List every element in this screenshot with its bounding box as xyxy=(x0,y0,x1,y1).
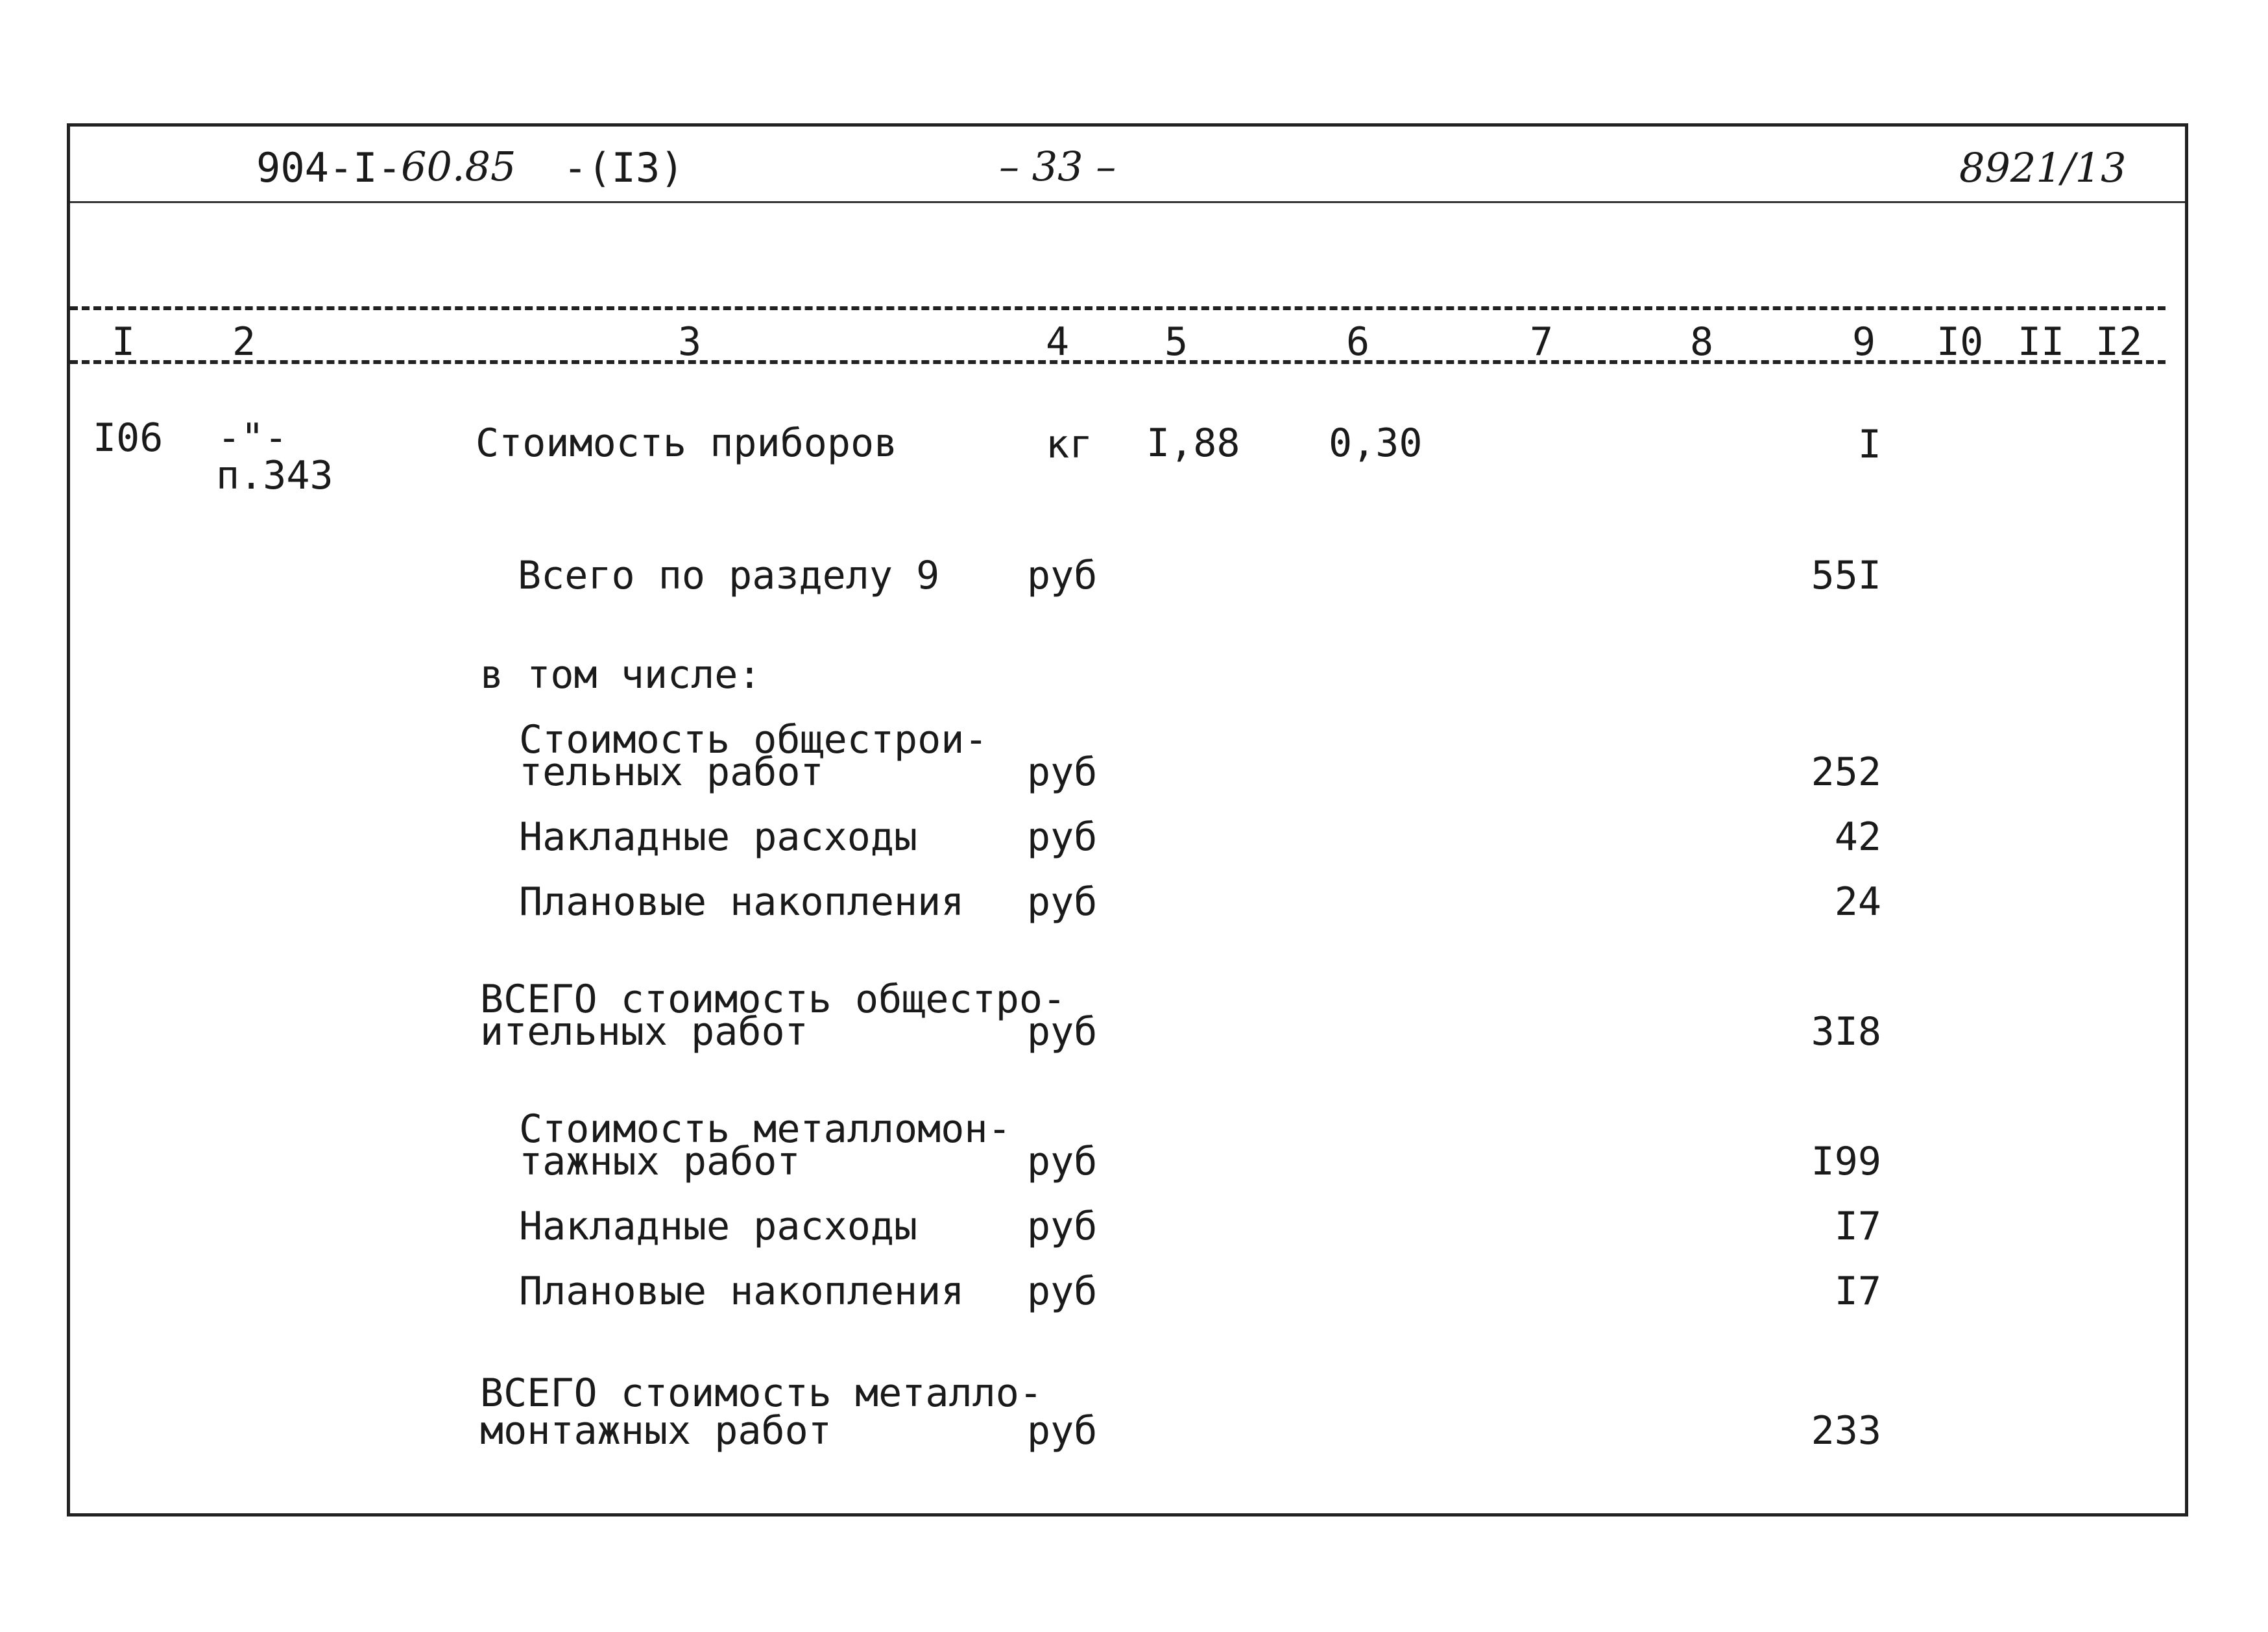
frame-top-border xyxy=(67,123,2188,127)
section-total-unit: руб xyxy=(1027,553,1098,598)
metal-savings-value: I7 xyxy=(1834,1269,1881,1314)
general-total-unit: руб xyxy=(1027,1009,1098,1054)
metal-total-value: 233 xyxy=(1811,1408,1881,1454)
column-number-10: I0 xyxy=(1936,319,1984,365)
column-number-12: I2 xyxy=(2095,319,2143,365)
general-total-label-line1: ВСЕГО стоимость общестро- xyxy=(480,977,1067,1022)
metal-works-unit: руб xyxy=(1027,1139,1098,1184)
frame-right-border xyxy=(2185,123,2188,1515)
metal-savings-label: Плановые накопления xyxy=(519,1269,965,1314)
metal-total-label-line2: монтажных работ xyxy=(480,1408,832,1454)
column-number-7: 7 xyxy=(1530,319,1554,365)
column-number-11: II xyxy=(2018,319,2065,365)
row-number: I06 xyxy=(93,415,163,461)
header-rule xyxy=(70,201,2185,203)
column-number-5: 5 xyxy=(1164,319,1188,365)
general-works-label-line2: тельных работ xyxy=(519,749,824,795)
metal-overhead-value: I7 xyxy=(1834,1204,1881,1249)
reference-paragraph: п.343 xyxy=(216,453,333,498)
general-savings-label: Плановые накопления xyxy=(519,879,965,925)
metal-overhead-label: Накладные расходы xyxy=(519,1204,918,1249)
column-number-9: 9 xyxy=(1852,319,1876,365)
column-number-8: 8 xyxy=(1690,319,1714,365)
general-works-value: 252 xyxy=(1811,749,1881,795)
general-savings-unit: руб xyxy=(1027,879,1098,925)
page-number: – 33 – xyxy=(999,143,1116,190)
general-works-unit: руб xyxy=(1027,749,1098,795)
doc-code-suffix: -(I3) xyxy=(563,144,684,191)
metal-works-value: I99 xyxy=(1811,1139,1881,1184)
column-number-6: 6 xyxy=(1346,319,1370,365)
column-header-top-dash xyxy=(70,306,2165,310)
row-col5-value: I,88 xyxy=(1146,420,1240,466)
row-unit: кг xyxy=(1046,422,1093,467)
metal-savings-unit: руб xyxy=(1027,1269,1098,1314)
doc-code-handwritten: 60.85 xyxy=(401,143,516,190)
metal-overhead-unit: руб xyxy=(1027,1204,1098,1249)
metal-total-unit: руб xyxy=(1027,1408,1098,1454)
row-col9-value: I xyxy=(1857,422,1881,467)
general-overhead-unit: руб xyxy=(1027,814,1098,860)
general-savings-value: 24 xyxy=(1834,879,1881,925)
reference-ditto: -"- xyxy=(217,415,288,461)
row-col6-value: 0,30 xyxy=(1329,420,1423,466)
column-number-1: I xyxy=(112,319,136,365)
section-total-value: 55I xyxy=(1811,553,1881,598)
metal-works-label-line1: Стоимость металломон- xyxy=(519,1106,1011,1152)
metal-total-label-line1: ВСЕГО стоимость металло- xyxy=(480,1370,1043,1416)
column-number-4: 4 xyxy=(1046,319,1070,365)
metal-works-label-line2: тажных работ xyxy=(519,1139,801,1184)
section-total-label: Всего по разделу 9 xyxy=(518,553,940,598)
row-description: Стоимость приборов xyxy=(476,420,898,466)
frame-bottom-border xyxy=(67,1513,2188,1516)
column-number-2: 2 xyxy=(232,319,256,365)
general-works-label-line1: Стоимость общестрои- xyxy=(519,717,988,762)
column-number-3: 3 xyxy=(678,319,702,365)
column-header-bottom-dash xyxy=(70,360,2165,364)
doc-code-prefix: 904-I- xyxy=(256,144,402,191)
general-total-value: 3I8 xyxy=(1811,1009,1881,1054)
general-overhead-value: 42 xyxy=(1834,814,1881,860)
archive-number: 8921/13 xyxy=(1959,144,2127,191)
general-overhead-label: Накладные расходы xyxy=(519,814,918,860)
including-label: в том числе: xyxy=(480,652,762,698)
frame-left-border xyxy=(67,123,70,1515)
general-total-label-line2: ительных работ xyxy=(480,1009,808,1054)
